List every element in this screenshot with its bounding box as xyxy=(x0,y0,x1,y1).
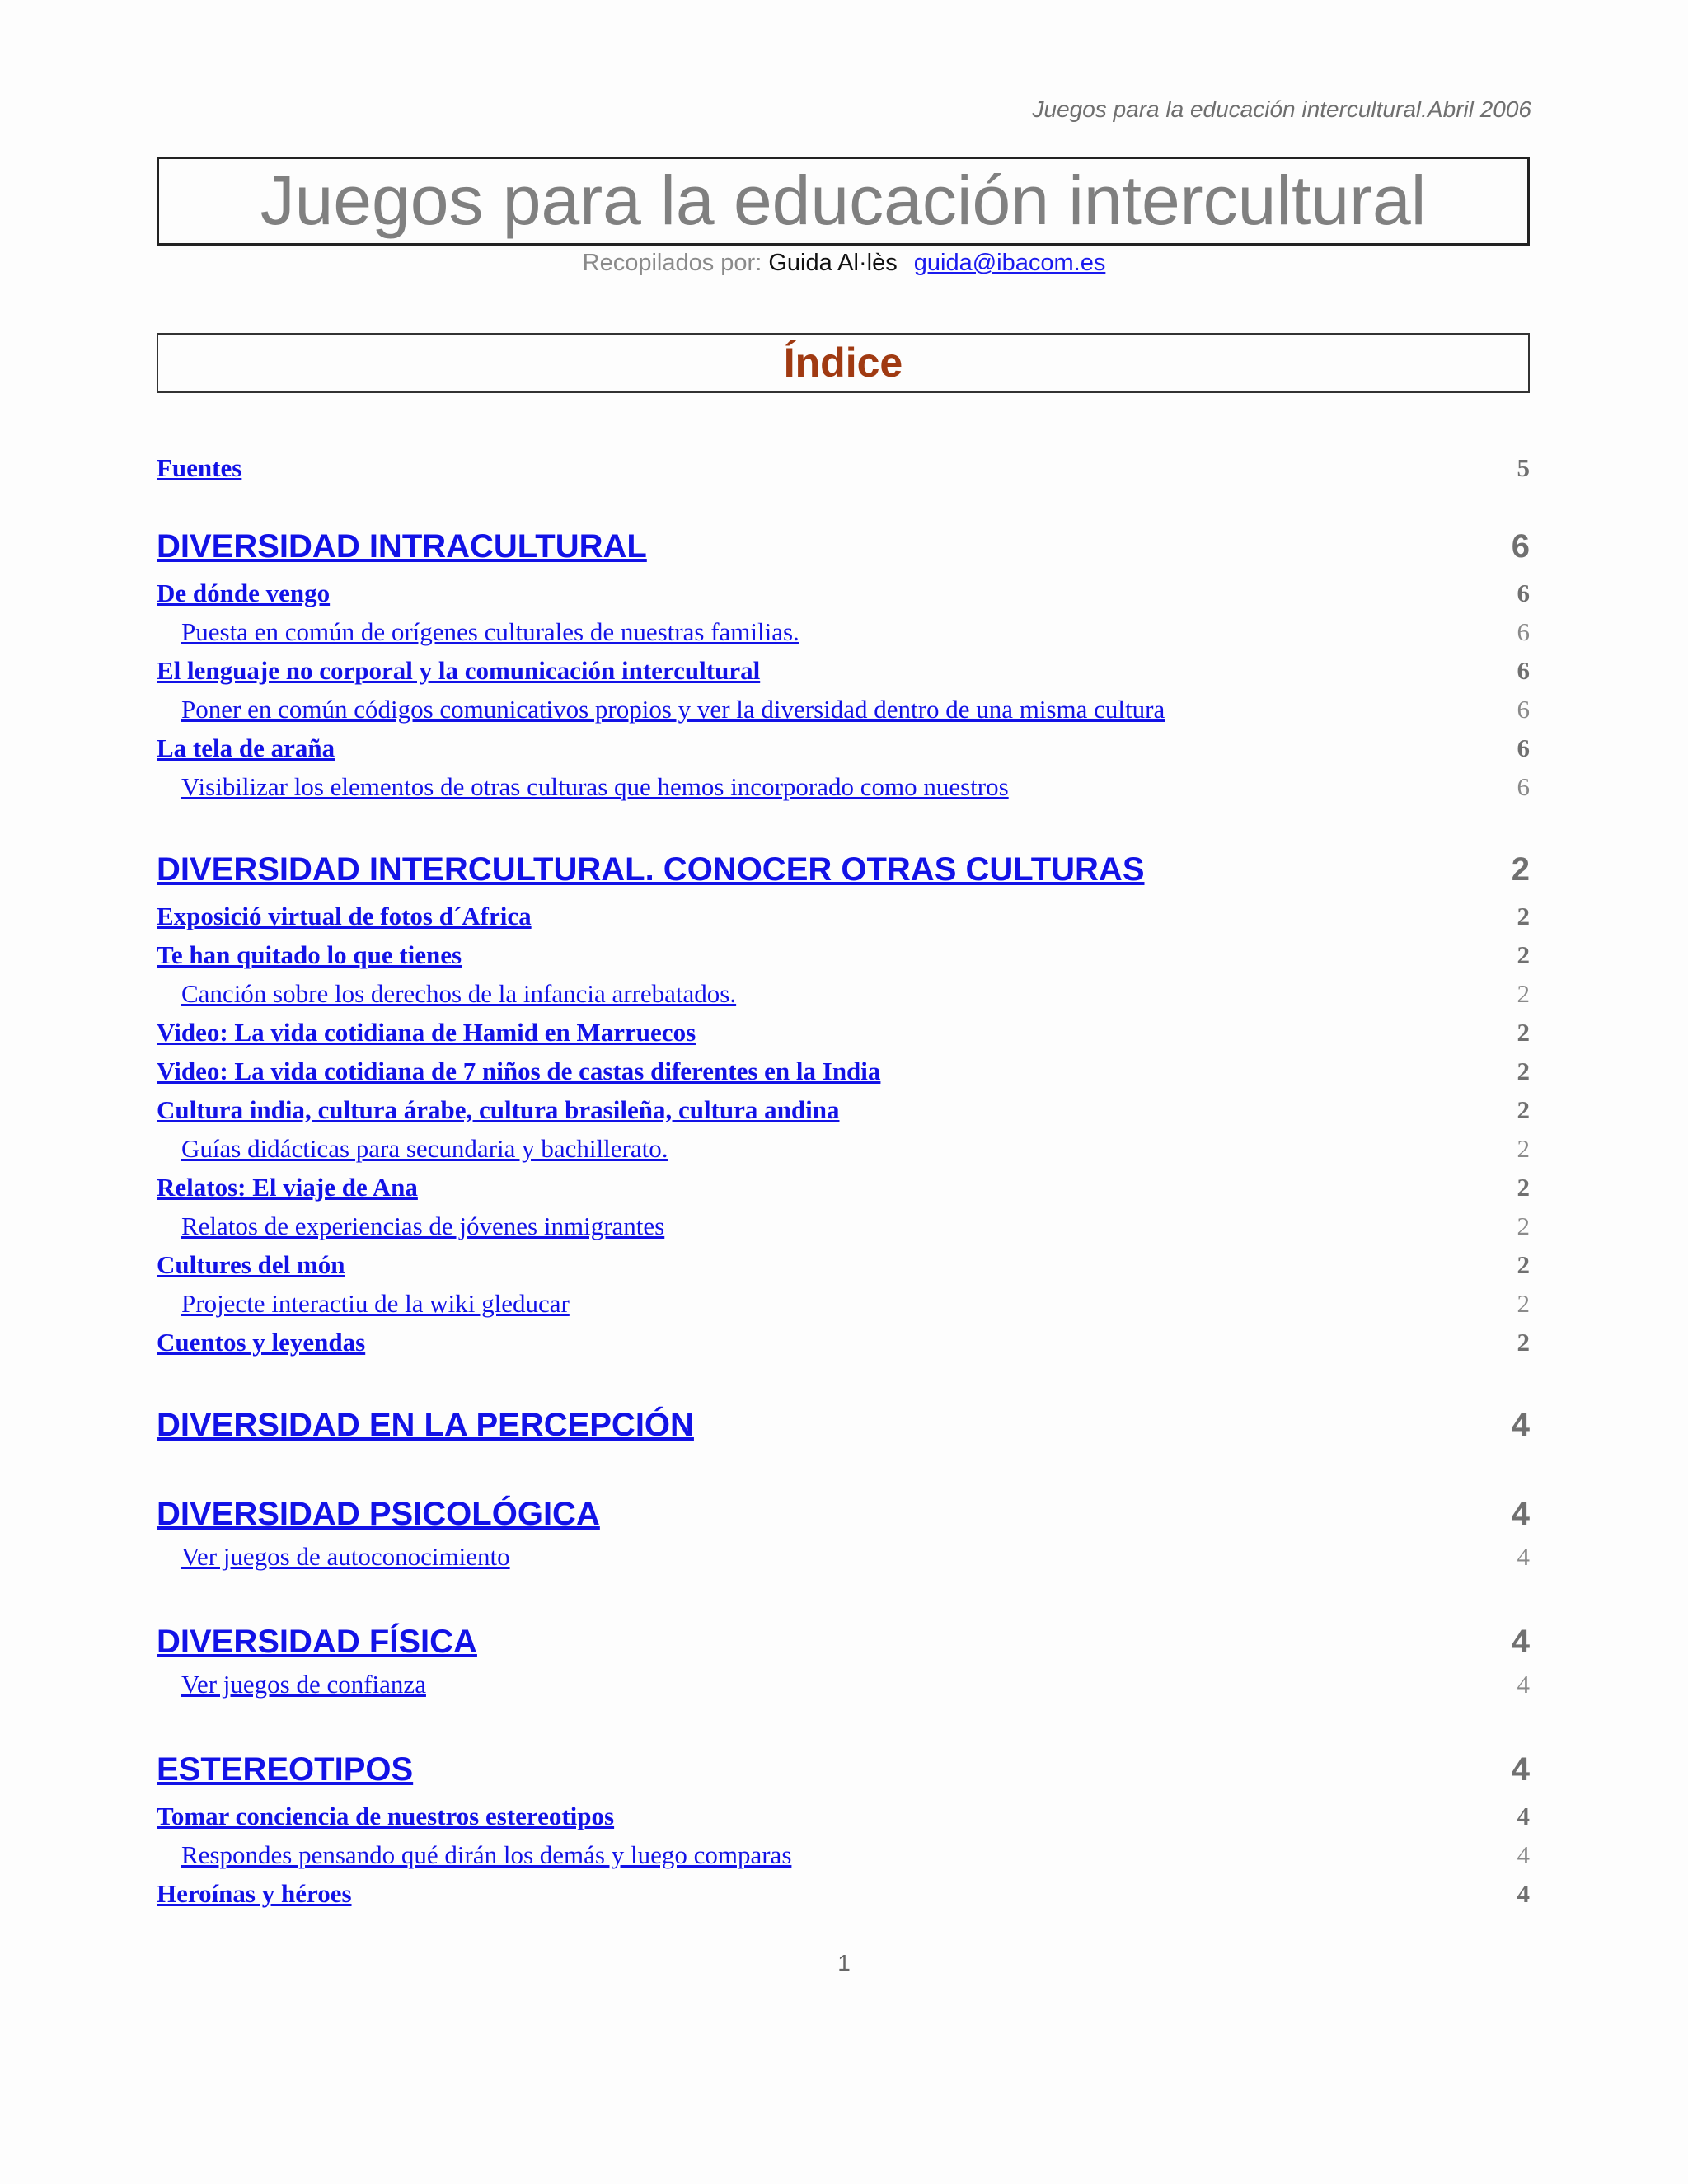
toc-page-number: 2 xyxy=(1517,1018,1530,1047)
toc-entry-link[interactable]: Cultures del món xyxy=(157,1250,345,1279)
toc-entry-level-2[interactable] xyxy=(157,1171,1530,1207)
toc-page-number: 4 xyxy=(1511,1496,1530,1532)
toc-entry-link[interactable]: DIVERSIDAD FÍSICA xyxy=(157,1624,477,1660)
toc-entry-level-2[interactable] xyxy=(157,732,1530,768)
toc-page-number: 2 xyxy=(1517,979,1530,1008)
toc-page-number: 4 xyxy=(1517,1840,1530,1869)
toc-entry-level-3[interactable] xyxy=(157,1210,1530,1246)
credits-line xyxy=(0,247,1688,279)
toc-entry-link[interactable]: La tela de araña xyxy=(157,733,335,762)
toc-entry-link[interactable]: Canción sobre los derechos de la infancia arrebatados. xyxy=(181,979,737,1008)
toc-page-number: 4 xyxy=(1517,1879,1530,1908)
toc-entry-link[interactable]: Fuentes xyxy=(157,453,242,482)
toc-page-number: 6 xyxy=(1517,656,1530,685)
running-header: Juegos para la educación intercultural.Abril 2006 xyxy=(1032,96,1531,122)
toc-entry-level-3[interactable] xyxy=(157,1668,1530,1704)
toc-entry-link[interactable]: Poner en común códigos comunicativos propios y ver la diversidad dentro de una misma cultura xyxy=(181,695,1165,724)
page-number: 1 xyxy=(837,1950,851,1975)
toc-entry-link[interactable]: Video: La vida cotidiana de 7 niños de castas diferentes en la India xyxy=(157,1057,881,1085)
toc-entry-link[interactable]: Cuentos y leyendas xyxy=(157,1328,366,1357)
toc-entry-level-1[interactable] xyxy=(157,851,1530,893)
toc-page-number: 2 xyxy=(1517,902,1530,930)
toc-entry-link[interactable]: Relatos: El viaje de Ana xyxy=(157,1173,418,1202)
toc-entry-link[interactable]: El lenguaje no corporal y la comunicación intercultural xyxy=(157,656,761,685)
toc-entry-link[interactable]: Visibilizar los elementos de otras culturas que hemos incorporado como nuestros xyxy=(181,772,1009,801)
toc-entry-link[interactable]: Guías didácticas para secundaria y bachillerato. xyxy=(181,1134,668,1163)
toc-entry-level-1[interactable] xyxy=(157,1496,1530,1538)
toc-entry-level-2[interactable] xyxy=(157,452,1530,488)
toc-entry-level-2[interactable] xyxy=(157,577,1530,613)
toc-entry-link[interactable]: ESTEREOTIPOS xyxy=(157,1751,414,1788)
email-link[interactable]: guida@ibacom.es xyxy=(913,250,1106,276)
toc-entry-level-2[interactable] xyxy=(157,654,1530,691)
toc-entry-level-1[interactable] xyxy=(157,1751,1530,1793)
toc-page-number: 6 xyxy=(1517,579,1530,607)
toc-entry-link[interactable]: De dónde vengo xyxy=(157,579,331,607)
toc-entry-level-3[interactable] xyxy=(157,1287,1530,1324)
toc-entry-level-3[interactable] xyxy=(157,693,1530,729)
toc-page-number: 5 xyxy=(1517,453,1530,482)
toc-page-number: 2 xyxy=(1517,1250,1530,1279)
toc-entry-link[interactable]: Exposició virtual de fotos d´Africa xyxy=(157,902,532,930)
toc-entry-link[interactable]: Te han quitado lo que tienes xyxy=(157,940,462,969)
toc-entry-level-3[interactable] xyxy=(157,1132,1530,1169)
toc-entry-link[interactable]: DIVERSIDAD INTERCULTURAL. CONOCER OTRAS CULTURAS xyxy=(157,851,1145,888)
credits-label: Recopilados por: xyxy=(582,250,762,276)
toc-entry-level-1[interactable] xyxy=(157,1407,1530,1449)
toc-entry-level-3[interactable] xyxy=(157,1540,1530,1577)
toc-entry-link[interactable]: Heroínas y héroes xyxy=(157,1879,352,1908)
toc-entry-level-2[interactable] xyxy=(157,1877,1530,1914)
toc-entry-link[interactable]: DIVERSIDAD EN LA PERCEPCIÓN xyxy=(157,1407,694,1443)
toc-page-number: 2 xyxy=(1517,1328,1530,1357)
toc-page-number: 6 xyxy=(1517,772,1530,801)
toc-entry-link[interactable]: Ver juegos de confianza xyxy=(181,1670,426,1699)
toc-page-number: 2 xyxy=(1517,1289,1530,1318)
toc-page-number: 6 xyxy=(1517,695,1530,724)
toc-entry-link[interactable]: Relatos de experiencias de jóvenes inmigrantes xyxy=(181,1212,665,1240)
toc-page-number: 6 xyxy=(1517,617,1530,646)
toc-page-number: 2 xyxy=(1511,851,1530,888)
toc-entry-level-2[interactable] xyxy=(157,900,1530,936)
toc-entry-link[interactable]: Tomar conciencia de nuestros estereotipos xyxy=(157,1802,615,1830)
toc-entry-level-3[interactable] xyxy=(157,1839,1530,1875)
toc-entry-level-1[interactable] xyxy=(157,528,1530,570)
toc-page-number: 6 xyxy=(1517,733,1530,762)
toc-page-number: 4 xyxy=(1511,1407,1530,1443)
toc-entry-link[interactable]: Puesta en común de orígenes culturales de nuestras familias. xyxy=(181,617,799,646)
toc-entry-level-2[interactable] xyxy=(157,1055,1530,1091)
toc-entry-link[interactable]: Ver juegos de autoconocimiento xyxy=(181,1542,510,1571)
toc-entry-level-3[interactable] xyxy=(157,616,1530,652)
toc-page-number: 4 xyxy=(1511,1751,1530,1788)
toc-page-number: 2 xyxy=(1517,940,1530,969)
toc-page-number: 4 xyxy=(1517,1802,1530,1830)
toc-page-number: 4 xyxy=(1517,1542,1530,1571)
toc-entry-link[interactable]: Respondes pensando qué dirán los demás y luego comparas xyxy=(181,1840,792,1869)
toc-entry-level-3[interactable] xyxy=(157,771,1530,807)
author-name: Guida Al·lès xyxy=(768,250,898,276)
toc-page-number: 2 xyxy=(1517,1134,1530,1163)
toc-page-number: 4 xyxy=(1511,1624,1530,1660)
toc-page-number: 2 xyxy=(1517,1057,1530,1085)
toc-page-number: 2 xyxy=(1517,1173,1530,1202)
toc-entry-link[interactable]: DIVERSIDAD INTRACULTURAL xyxy=(157,528,647,565)
toc-entry-link[interactable]: Cultura india, cultura árabe, cultura brasileña, cultura andina xyxy=(157,1095,840,1124)
toc-entry-level-2[interactable] xyxy=(157,1094,1530,1130)
document-title: Juegos para la educación intercultural xyxy=(157,157,1530,246)
toc-entry-level-2[interactable] xyxy=(157,1249,1530,1285)
toc-entry-level-2[interactable] xyxy=(157,1800,1530,1836)
toc-page-number: 2 xyxy=(1517,1095,1530,1124)
toc-entry-level-2[interactable] xyxy=(157,1016,1530,1052)
toc-entry-level-2[interactable] xyxy=(157,1326,1530,1362)
index-heading: Índice xyxy=(157,333,1530,393)
toc-entry-link[interactable]: Video: La vida cotidiana de Hamid en Marruecos xyxy=(157,1018,696,1047)
toc-page-number: 4 xyxy=(1517,1670,1530,1699)
toc-page-number: 2 xyxy=(1517,1212,1530,1240)
toc-entry-level-2[interactable] xyxy=(157,939,1530,975)
toc-entry-level-1[interactable] xyxy=(157,1624,1530,1666)
toc-entry-link[interactable]: Projecte interactiu de la wiki gleducar xyxy=(181,1289,570,1318)
toc-entry-link[interactable]: DIVERSIDAD PSICOLÓGICA xyxy=(157,1496,600,1532)
toc-entry-level-3[interactable] xyxy=(157,977,1530,1014)
toc-page-number: 6 xyxy=(1511,528,1530,565)
